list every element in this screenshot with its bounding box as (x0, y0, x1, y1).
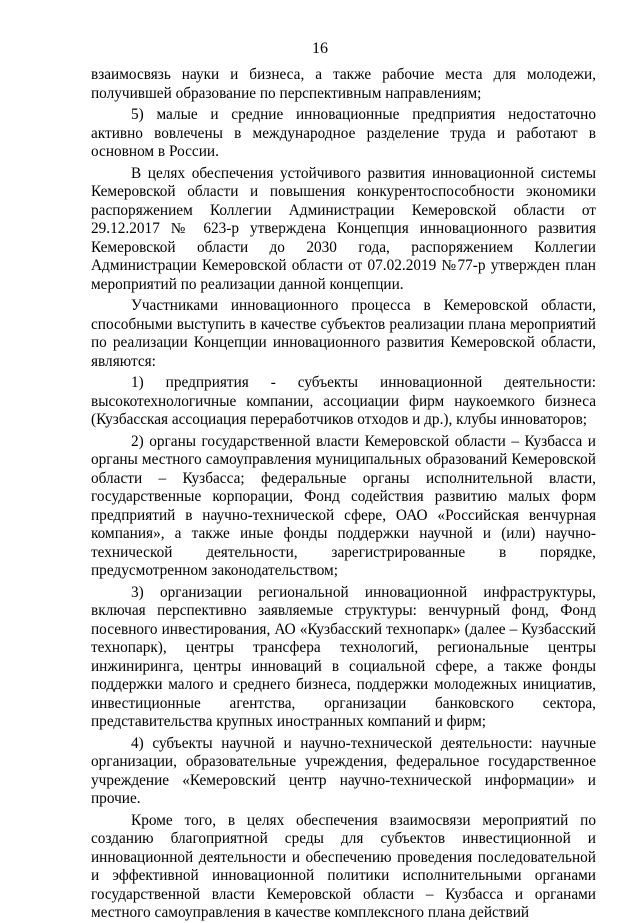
paragraph-participants: Участниками инновационного процесса в Кемеровской области, способными выступить в качестве субъектов реализации плана мероприятий по реализации Концепции инновационного развития Кемеровской области, являются: (91, 297, 596, 370)
body-text (91, 66, 596, 923)
paragraph-item-5: 5) малые и средние инновационные предприятия недостаточно активно вовлечены в международное разделение труда и работают в основном в России. (91, 106, 596, 160)
paragraph-item-4: 4) субъекты научной и научно-технической деятельности: научные организации, образовательные учреждения, федеральное государственное учреждение «Кемеровский центр научно-технической информации» и прочие. (91, 734, 596, 807)
paragraph-concept: В целях обеспечения устойчивого развития инновационной системы Кемеровской области и повышения конкурентоспособности экономики распоряжением Коллегии Администрации Кемеровской области от 29.12.2017 № 623-р утверждена Концепция инновационного развития Кемеровской области до 2030 года, распоряжением Коллегии Администрации Кемеровской области от 07.02.2019 №77-р утвержден план мероприятий по реализации данной концепции. (91, 164, 596, 293)
paragraph-continuation: взаимосвязь науки и бизнеса, а также рабочие места для молодежи, получившей образование по перспективным направлениям; (91, 66, 596, 102)
page-number: 16 (312, 40, 328, 57)
paragraph-moreover: Кроме того, в целях обеспечения взаимосвязи мероприятий по созданию благоприятной среды для субъектов инвестиционной и инновационной деятельности и обеспечению проведения последовательной и эффективной инновационной политики исполнительными органами государственной власти Кемеровской области – Кузбасса и органами местного самоуправления в качестве комплексного плана действий (91, 811, 596, 921)
paragraph-item-2: 2) органы государственной власти Кемеровской области – Кузбасса и органы местного самоуправления муниципальных образований Кемеровской области – Кузбасса; федеральные органы исполнительной власти, государственные корпорации, Фонд содействия развитию малых форм предприятий в научно-технической сфере, ОАО «Российская венчурная компания», а также иные фонды поддержки научной и (или) научно-технической деятельности, зарегистрированные в порядке, предусмотренном законодательством; (91, 432, 596, 579)
paragraph-item-3: 3) организации региональной инновационной инфраструктуры, включая перспективно заявляемые структуры: венчурный фонд, Фонд посевного инвестирования, АО «Кузбасский технопарк» (далее – Кузбасский технопарк), центры трансфера технологий, региональные центры инжиниринга, центры инноваций в социальной сфере, а также фонды поддержки малого и среднего бизнеса, поддержки молодежных инициатив, инвестиционные агентства, организации банковского сектора, представительства крупных иностранных компаний и фирм; (91, 583, 596, 730)
paragraph-item-1: 1) предприятия - субъекты инновационной деятельности: высокотехнологичные компании, ассоциации фирм наукоемкого бизнеса (Кузбасская ассоциация переработчиков отходов и др.), клубы инноваторов; (91, 374, 596, 428)
